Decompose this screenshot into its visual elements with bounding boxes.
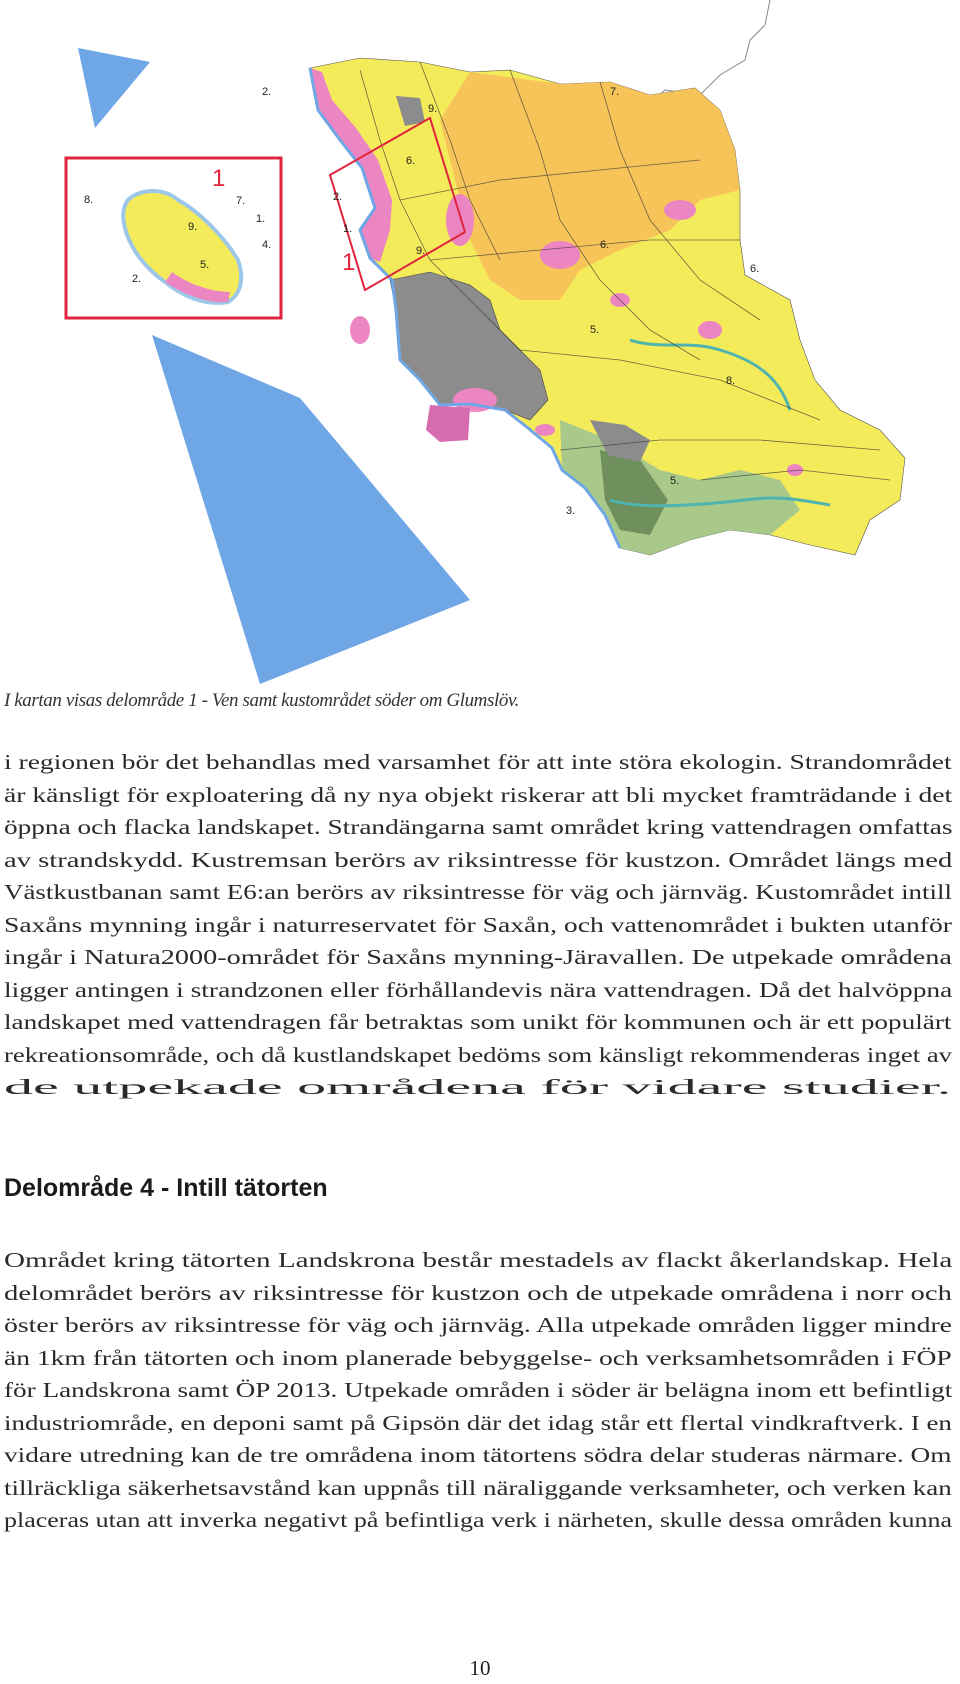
main-label: 5. [590,324,600,336]
main-label: 6. [600,239,610,251]
text-line: tillräckliga säkerhetsavstånd kan uppnås till näraliggande verksamheter, och verken kan [4,1475,952,1500]
inset-label: 1. [256,213,266,225]
inset-area-number: 1 [212,165,226,192]
text-line: landskapet med vattendragen får betraktas som unikt för kommunen och är ett populärt [4,1010,952,1034]
main-label: 9. [416,245,426,257]
main-label: 2. [262,86,272,98]
text-line: ligger antingen i strandzonen eller förhållandevis nära vattendragen. Då det halvöppna [4,977,953,1002]
text-line: öster berörs av riksintresse för väg och järnväg. Alla utpekade områden ligger mindre [4,1313,952,1337]
text-line: Västkustbanan samt E6:an berörs av riksintresse för väg och järnväg. Kustområdet intill [4,880,952,904]
main-label: 6. [750,263,760,275]
inset-label: 9. [188,221,198,233]
page-number: 10 [469,1656,491,1680]
inset-label: 8. [84,194,94,206]
inset-label: 5. [200,259,210,271]
main-label: 6. [406,155,416,167]
text-line: Saxåns mynning ingår i naturreservatet för Saxån, och vattenområdet i bukten utanför [4,912,952,937]
main-label: 3. [566,505,576,517]
main-area-number: 1 [342,249,356,276]
text-line: Området kring tätorten Landskrona består mestadels av flackt åkerlandskap. Hela [4,1248,953,1272]
text-line: än 1km från tätorten och inom planerade bebyggelse- och verksamhetsområden i FÖP [4,1345,952,1370]
main-label: 8. [726,375,736,387]
text-line: öppna och flacka landskapet. Strandängarna samt området kring vattendragen omfattas [4,815,953,839]
text-line: för Landskrona samt ÖP 2013. Utpekade områden i söder är belägna inom ett befintligt [4,1378,953,1402]
text-line: vidare utredning kan de tre områdena inom tätortens södra delar studeras närmare. Om [4,1443,952,1467]
paragraph-delomrade-1 [4,746,954,1104]
mainland-map [310,58,905,555]
text-line: de utpekade områdena för vidare studier. [4,1075,952,1099]
sea-area-south [152,335,470,684]
main-label: 7. [610,86,620,98]
main-label: 5. [670,475,680,487]
main-label: 2. [333,191,343,203]
text-line: delområdet berörs av riksintresse för kustzon och de utpekade områdena i norr och [4,1280,952,1305]
text-line: rekreationsområde, och då kustlandskapet bedöms som känsligt rekommenderas inget av [4,1042,953,1067]
inset-label: 7. [236,195,246,207]
text-line: industriområde, en deponi samt på Gipsön där det idag står ett flertal vindkraftverk. I en [4,1410,952,1435]
main-label: 9. [428,103,438,115]
text-line: ingår i Natura2000-området för Saxåns mynning-Järavallen. De utpekade områdena [4,945,952,969]
section-heading: Delområde 4 - Intill tätorten [4,1174,328,1202]
map-caption: I kartan visas delområde 1 - Ven samt kustområdet söder om Glumslöv. [4,690,519,711]
sea-area-north [78,48,150,128]
paragraph-delomrade-4 [4,1244,954,1537]
inset-label: 4. [262,239,272,251]
text-line: i regionen bör det behandlas med varsamhet för att inte störa ekologin. Strandområdet [4,750,952,774]
gipson-area [426,405,470,442]
inset-label: 2. [132,273,142,285]
main-label: 1. [343,223,353,235]
text-line: placeras utan att inverka negativt på befintliga verk i närheten, skulle dessa områden kunna [4,1508,953,1532]
municipality-map [0,0,960,690]
text-line: av strandskydd. Kustremsan berörs av riksintresse för kustzon. Området längs med [4,847,953,872]
text-line: är känsligt för exploatering då ny nya objekt riskerar att bli mycket framträdande i det [4,782,953,807]
